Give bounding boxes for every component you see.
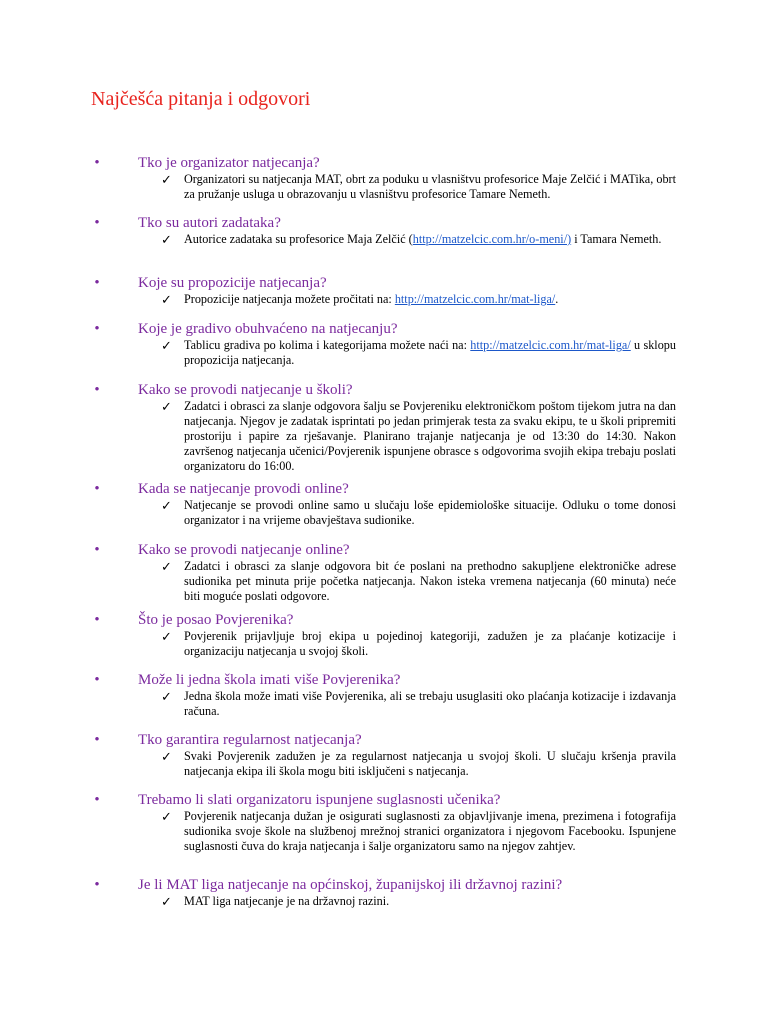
checkmark-icon: ✓ — [161, 399, 172, 414]
page-title: Najčešća pitanja i odgovori — [91, 88, 311, 110]
bullet-dot-icon: • — [94, 215, 100, 231]
bullet-dot-icon: • — [94, 672, 100, 688]
checkmark-icon: ✓ — [161, 338, 172, 353]
checkmark-icon: ✓ — [161, 559, 172, 574]
checkmark-icon: ✓ — [161, 172, 172, 187]
checkmark-icon: ✓ — [161, 629, 172, 644]
bullet-dot-icon: • — [94, 792, 100, 808]
checkmark-icon: ✓ — [161, 292, 172, 307]
document-page: Najčešća pitanja i odgovori • Tko je organizator natjecanja? ✓ Organizatori su natjecanja MAT, obrt za poduku u vlasništvu profesorice Maje Zelčić i MATika, obrt za pružanje usluga u obrazovanju u vlasništvu profesorice Tamare Nemeth. • Tko su autori zadataka? ✓ Autorice zadataka su profesorice Maja Zelčić (http://matzelcic.com.hr/o-meni/) i Tamara Nemeth. • Koje su propozicije natjecanja? ✓ Propozicije natjecanja možete pročitati na: http://matzelcic.com.hr/mat-liga/. • Koje je gradivo obuhvaćeno na natjecanju? ✓ Tablicu gradiva po kolima i kategorijama možete naći na: http://matzelcic.com.hr/mat-liga/ u sklopu propozicija natjecanja. • Kako se provodi natjecanje u školi? ✓ Zadatci i obrasci za slanje odgovora šalju se Povjereniku elektroničkom poštom tijekom jutra na dan natjecanja. Njegov je zadatak isprintati po jedan primjerak testa za svaku ekipu, te u školi pripremiti prostoriju i papire za rješavanje. Planirano trajanje natjecanja je od 13:30 do 14:30. Nakon završenog natjecanja učenici/Povjerenik ispunjene obrasce s odgovorima svojih ekipa trebaju poslati organizatoru do 16:00. • Kada se natjecanje provodi online? ✓ Natjecanje se provodi online samo u slučaju loše epidemiološke situacije. Odluku o tome donosi organizator i na vrijeme obavještava sudionike. • Kako se provodi natjecanje online? ✓ Zadatci i obrasci za slanje odgovora bit će poslani na prethodno sakupljene elektroničke adrese sudionika pet minuta prije početka natjecanja. Nakon isteka vremena natjecanja (60 minuta) neće biti moguće poslati odgovore. • Što je posao Povjerenika? ✓ Povjerenik prijavljuje broj ekipa u pojedinoj kategoriji, zadužen je za plaćanje kotizacije i organizaciju natjecanja u svojoj školi. • Može li jedna škola imati više Povjerenika? ✓ Jedna škola može imati više Povjerenika, ali se trebaju usuglasiti oko plaćanja kotizacije i izdavanja računa. • Tko garantira regularnost natjecanja? ✓ Svaki Povjerenik zadužen je za regularnost natjecanja u svojoj školi. U slučaju kršenja pravila natjecanja ekipa ili škola mogu biti isključeni s natjecanja. • Trebamo li slati organizatoru ispunjene suglasnosti učenika? ✓ Povjerenik natjecanja dužan je osigurati suglasnosti za objavljivanje imena, prezimena i fotografija sudionika svoje škole na službenoj mrežnoj stranici organizatora i njegovom Facebooku. Ispunjene suglasnosti čuva do kraja natjecanja i šalje organizatoru samo na njegov zahtjev. • Je li MAT liga natjecanje na općinskoj, županijskoj ili državnoj razini? ✓ MAT liga natjecanje je na državnoj razini. — [0, 0, 768, 1024]
link[interactable]: http://matzelcic.com.hr/mat-liga/ — [394, 292, 556, 306]
bullet-dot-icon: • — [94, 542, 100, 558]
bullet-dot-icon: • — [94, 732, 100, 748]
bullet-dot-icon: • — [94, 481, 100, 497]
checkmark-icon: ✓ — [161, 749, 172, 764]
bullet-dot-icon: • — [94, 877, 100, 893]
link[interactable]: http://matzelcic.com.hr/o-meni/) — [412, 232, 572, 246]
bullet-dot-icon: • — [94, 275, 100, 291]
bullet-dot-icon: • — [94, 321, 100, 337]
checkmark-icon: ✓ — [161, 498, 172, 513]
checkmark-icon: ✓ — [161, 232, 172, 247]
bullet-dot-icon: • — [94, 612, 100, 628]
checkmark-icon: ✓ — [161, 894, 172, 909]
bullet-dot-icon: • — [94, 155, 100, 171]
bullet-dot-icon: • — [94, 382, 100, 398]
checkmark-icon: ✓ — [161, 689, 172, 704]
link[interactable]: http://matzelcic.com.hr/mat-liga/ — [470, 338, 631, 352]
checkmark-icon: ✓ — [161, 809, 172, 824]
